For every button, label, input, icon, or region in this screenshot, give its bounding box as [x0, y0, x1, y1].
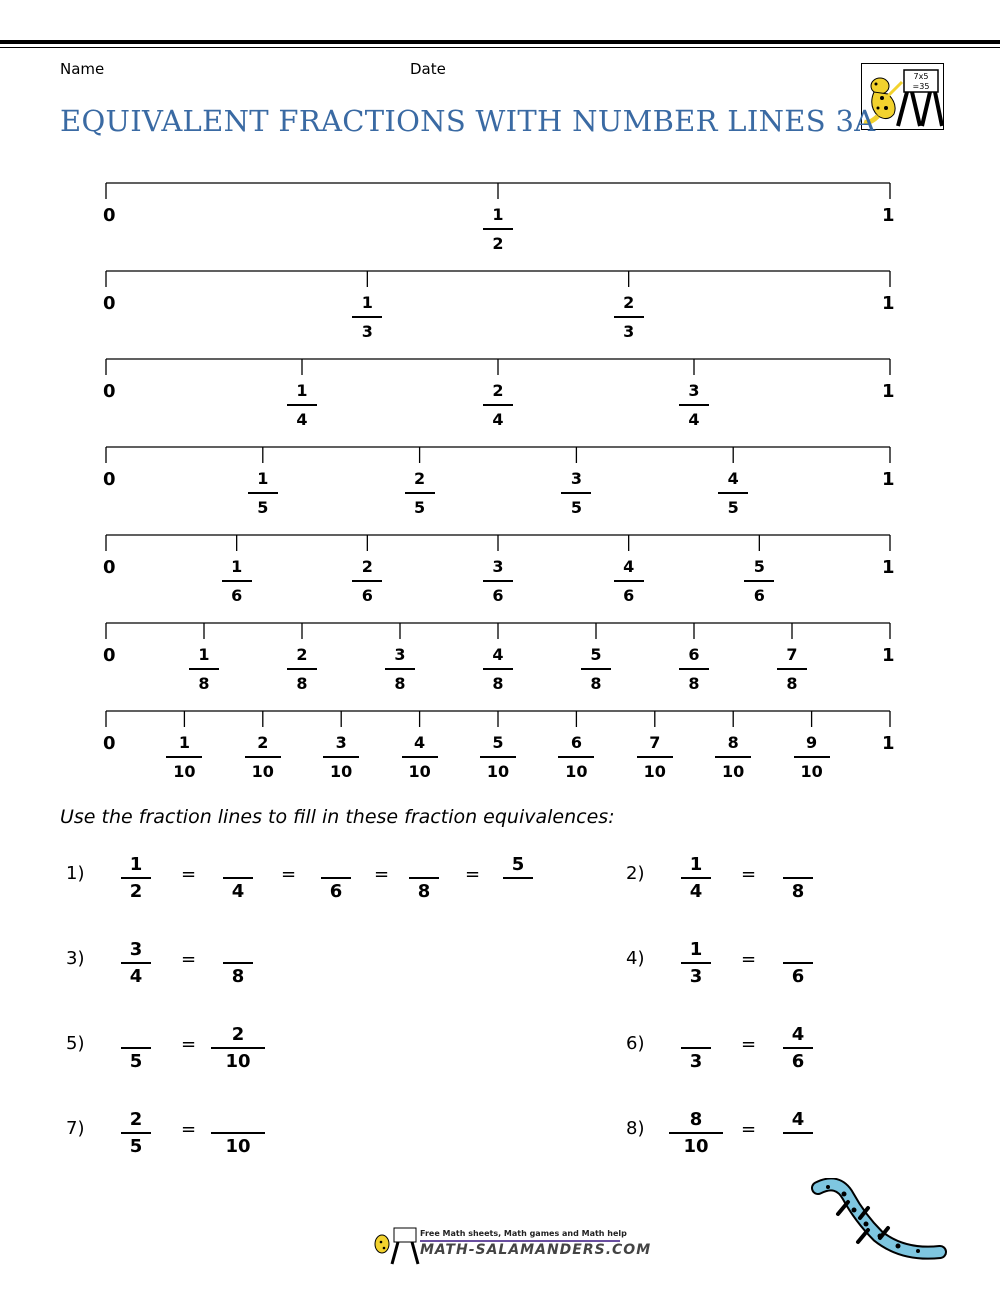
equals-sign: =: [181, 949, 197, 970]
denominator: 10: [225, 1136, 251, 1157]
numerator: 5: [511, 854, 525, 875]
tick-numerator: 2: [492, 381, 504, 400]
tick-numerator: 1: [257, 469, 269, 488]
question-label: 7): [66, 1118, 85, 1139]
tick-numerator: 7: [649, 733, 661, 752]
tick-denominator: 2: [492, 234, 504, 253]
tick-fraction-label: [483, 207, 513, 253]
numerator: 4: [791, 1109, 805, 1130]
tick-numerator: 1: [198, 645, 210, 664]
equals-sign: =: [741, 949, 757, 970]
question-label: 2): [626, 863, 645, 884]
line-start-label: 0: [103, 733, 116, 754]
tick-fraction-label: [385, 647, 415, 693]
line-end-label: 1: [882, 733, 895, 754]
fraction-bar: [503, 877, 533, 879]
tick-numerator: 4: [727, 469, 739, 488]
tick-denominator: 6: [492, 586, 504, 605]
tick-numerator: 8: [727, 733, 739, 752]
line-start-label: 0: [103, 293, 116, 314]
tick-numerator: 3: [492, 557, 504, 576]
tick-fraction-label: [287, 647, 317, 693]
denominator: 10: [683, 1136, 709, 1157]
tick-fraction-label: [402, 735, 438, 781]
tick-fraction-label: [189, 647, 219, 693]
tick-fraction-label: [245, 735, 281, 781]
tick-numerator: 2: [361, 557, 373, 576]
tick-fraction-label: [679, 647, 709, 693]
question-label: 6): [626, 1033, 645, 1054]
date-label: Date: [410, 60, 446, 78]
tick-fraction-label: [480, 735, 516, 781]
line-end-label: 1: [882, 205, 895, 226]
tick-denominator: 10: [408, 762, 431, 781]
tick-numerator: 2: [623, 293, 635, 312]
tick-numerator: 1: [361, 293, 373, 312]
tick-denominator: 8: [786, 674, 798, 693]
tick-numerator: 2: [296, 645, 308, 664]
line-end-label: 1: [882, 557, 895, 578]
tick-fraction-label: [794, 735, 830, 781]
tick-fraction-label: [248, 471, 278, 517]
tick-denominator: 5: [570, 498, 582, 517]
page-title: EQUIVALENT FRACTIONS WITH NUMBER LINES 3A: [60, 104, 876, 138]
tick-numerator: 6: [688, 645, 700, 664]
tick-denominator: 6: [361, 586, 373, 605]
tick-numerator: 3: [570, 469, 582, 488]
tick-numerator: 5: [590, 645, 602, 664]
numerator: 1: [129, 854, 143, 875]
question-label: 4): [626, 948, 645, 969]
tick-numerator: 2: [257, 733, 269, 752]
logo-text-line1: 7x5: [913, 72, 929, 81]
tick-denominator: 10: [565, 762, 588, 781]
answer-blank-fraction[interactable]: [783, 1107, 813, 1156]
tick-numerator: 1: [178, 733, 190, 752]
tick-fraction-label: [287, 383, 317, 429]
tick-denominator: 10: [722, 762, 745, 781]
tick-denominator: 10: [800, 762, 823, 781]
salamander-icon: [808, 1178, 948, 1272]
tick-numerator: 5: [492, 733, 504, 752]
footer-logo-icon: [372, 1226, 420, 1270]
equals-sign: =: [741, 1119, 757, 1140]
numerator: 1: [689, 939, 703, 960]
tick-fraction-label: [561, 471, 591, 517]
tick-fraction-label: [483, 383, 513, 429]
tick-numerator: 9: [806, 733, 818, 752]
given-fraction: [681, 852, 711, 901]
denominator: 4: [129, 966, 143, 987]
denominator: 2: [129, 881, 143, 902]
denominator: 4: [689, 881, 703, 902]
numerator: 1: [689, 854, 703, 875]
given-fraction: [211, 1022, 265, 1071]
tick-numerator: 3: [335, 733, 347, 752]
name-label: Name: [60, 60, 105, 78]
tick-fraction-label: [323, 735, 359, 781]
tick-denominator: 8: [688, 674, 700, 693]
denominator: 6: [791, 966, 805, 987]
instructions: Use the fraction lines to fill in these fraction equivalences:: [60, 806, 615, 828]
footer-tagline: Free Math sheets, Math games and Math help: [420, 1229, 627, 1238]
tick-denominator: 4: [688, 410, 700, 429]
tick-denominator: 8: [492, 674, 504, 693]
tick-denominator: 8: [198, 674, 210, 693]
tick-fraction-label: [166, 735, 202, 781]
tick-numerator: 1: [296, 381, 308, 400]
equals-sign: =: [374, 864, 390, 885]
equals-sign: =: [465, 864, 481, 885]
tick-denominator: 10: [251, 762, 274, 781]
tick-denominator: 3: [361, 322, 373, 341]
given-fraction: [681, 937, 711, 986]
tick-fraction-label: [614, 559, 644, 605]
line-start-label: 0: [103, 557, 116, 578]
tick-denominator: 5: [727, 498, 739, 517]
tick-fraction-label: [405, 471, 435, 517]
answer-blank-fraction[interactable]: [503, 852, 533, 901]
fraction-bar: [783, 1132, 813, 1134]
tick-fraction-label: [614, 295, 644, 341]
tick-denominator: 10: [486, 762, 510, 781]
tick-numerator: 3: [394, 645, 406, 664]
given-fraction: [121, 852, 151, 901]
question-label: 5): [66, 1033, 85, 1054]
tick-denominator: 6: [623, 586, 635, 605]
denominator: 5: [129, 1136, 143, 1157]
question-label: 8): [626, 1118, 645, 1139]
answer-blank-fraction[interactable]: [681, 1022, 711, 1071]
tick-denominator: 4: [296, 410, 308, 429]
line-end-label: 1: [882, 381, 895, 402]
tick-fraction-label: [637, 735, 673, 781]
equals-sign: =: [181, 1119, 197, 1140]
answer-blank-fraction[interactable]: [783, 937, 813, 986]
tick-fraction-label: [483, 559, 513, 605]
line-end-label: 1: [882, 469, 895, 490]
line-start-label: 0: [103, 645, 116, 666]
tick-numerator: 1: [492, 205, 504, 224]
denominator: 3: [689, 1051, 703, 1072]
equals-sign: =: [181, 1034, 197, 1055]
tick-denominator: 10: [173, 762, 196, 781]
answer-blank-fraction[interactable]: [321, 852, 351, 901]
tick-fraction-label: [679, 383, 709, 429]
denominator: 6: [791, 1051, 805, 1072]
tick-denominator: 8: [296, 674, 308, 693]
tick-fraction-label: [718, 471, 748, 517]
denominator: 3: [689, 966, 703, 987]
equals-sign: =: [181, 864, 197, 885]
logo-text-line2: =35: [912, 82, 930, 91]
numerator: 8: [689, 1109, 703, 1130]
tick-numerator: 1: [231, 557, 243, 576]
tick-denominator: 8: [394, 674, 406, 693]
tick-numerator: 4: [623, 557, 635, 576]
tick-denominator: 10: [643, 762, 666, 781]
tick-numerator: 2: [414, 469, 426, 488]
line-start-label: 0: [103, 381, 116, 402]
question-label: 1): [66, 863, 85, 884]
line-end-label: 1: [882, 293, 895, 314]
tick-numerator: 7: [786, 645, 798, 664]
answer-blank-fraction[interactable]: [121, 1022, 151, 1071]
given-fraction: [121, 1107, 151, 1156]
tick-fraction-label: [744, 559, 774, 605]
denominator: 10: [225, 1051, 251, 1072]
question-label: 3): [66, 948, 85, 969]
equals-sign: =: [741, 864, 757, 885]
tick-denominator: 10: [330, 762, 353, 781]
equals-sign: =: [741, 1034, 757, 1055]
tick-fraction-label: [222, 559, 252, 605]
tick-numerator: 4: [414, 733, 426, 752]
answer-blank-fraction[interactable]: [783, 852, 813, 901]
tick-fraction-label: [558, 735, 594, 781]
numerator: 4: [791, 1024, 805, 1045]
tick-numerator: 4: [492, 645, 504, 664]
answer-blank-fraction[interactable]: [223, 852, 253, 901]
given-fraction: [783, 1022, 813, 1071]
tick-fraction-label: [581, 647, 611, 693]
tick-fraction-label: [352, 295, 382, 341]
numerator: 2: [231, 1024, 245, 1045]
answer-blank-fraction[interactable]: [211, 1107, 265, 1156]
tick-fraction-label: [715, 735, 751, 781]
numerator: 2: [129, 1109, 143, 1130]
tick-denominator: 6: [753, 586, 765, 605]
denominator: 4: [231, 881, 245, 902]
line-start-label: 0: [103, 205, 116, 226]
given-fraction: [669, 1107, 723, 1156]
tick-denominator: 4: [492, 410, 504, 429]
tick-denominator: 3: [623, 322, 635, 341]
tick-numerator: 5: [753, 557, 765, 576]
equals-sign: =: [281, 864, 297, 885]
answer-blank-fraction[interactable]: [409, 852, 439, 901]
line-start-label: 0: [103, 469, 116, 490]
given-fraction: [121, 937, 151, 986]
answer-blank-fraction[interactable]: [223, 937, 253, 986]
denominator: 5: [129, 1051, 143, 1072]
denominator: 8: [791, 881, 805, 902]
denominator: 6: [329, 881, 343, 902]
tick-fraction-label: [483, 647, 513, 693]
tick-denominator: 6: [231, 586, 243, 605]
denominator: 8: [417, 881, 431, 902]
footer-brand: MATH-SALAMANDERS.COM: [420, 1242, 652, 1258]
tick-denominator: 8: [590, 674, 602, 693]
tick-numerator: 6: [570, 733, 582, 752]
tick-fraction-label: [777, 647, 807, 693]
tick-numerator: 3: [688, 381, 700, 400]
line-end-label: 1: [882, 645, 895, 666]
tick-fraction-label: [352, 559, 382, 605]
tick-denominator: 5: [257, 498, 269, 517]
denominator: 8: [231, 966, 245, 987]
numerator: 3: [129, 939, 143, 960]
tick-denominator: 5: [414, 498, 426, 517]
